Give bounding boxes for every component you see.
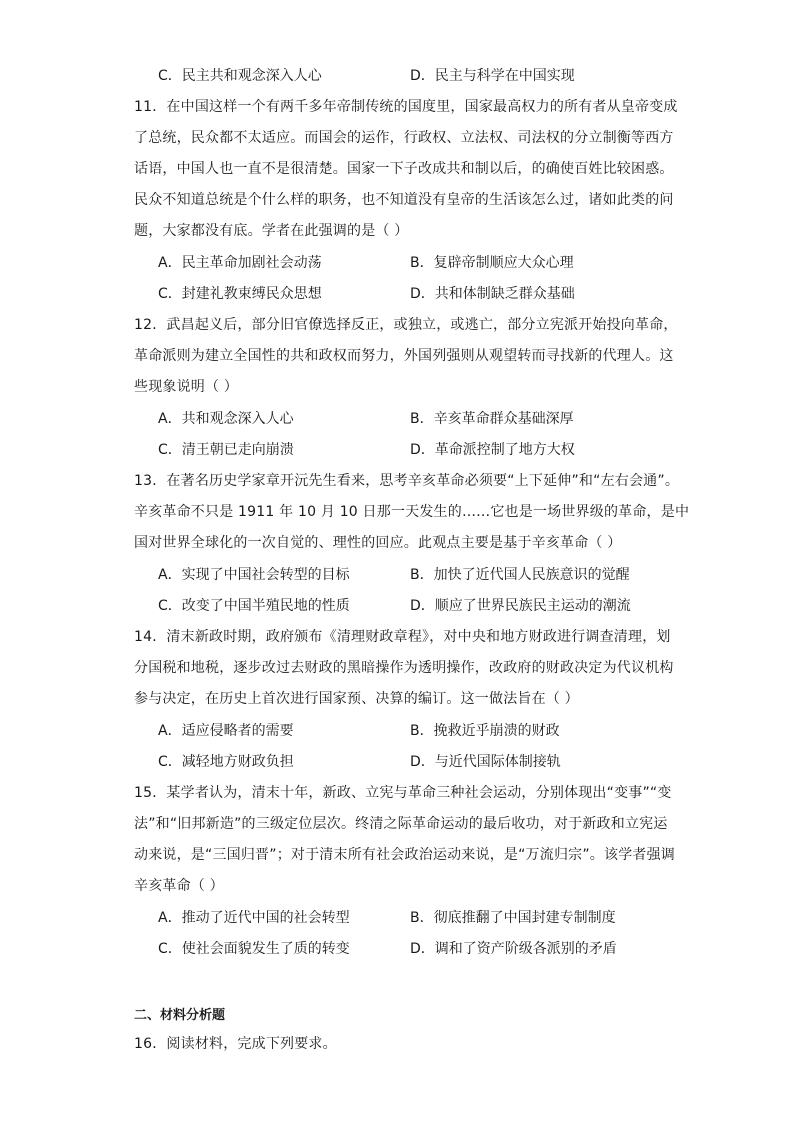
q15-option-a: A．推动了近代中国的社会转型: [158, 910, 350, 926]
q15-option-c: C．使社会面貌发生了质的转变: [158, 941, 350, 957]
question-11-line-3: 话语，中国人也一直不是很清楚。国家一下子改成共和制以后，的确使百姓比较困惑。: [134, 161, 674, 177]
question-11-line-2: 了总统，民众都不太适应。而国会的运作，行政权、立法权、司法权的分立制衡等西方: [134, 130, 674, 146]
option-d: D．民主与科学在中国实现: [410, 68, 575, 84]
q11-option-c: C．封建礼教束缚民众思想: [158, 286, 322, 302]
q14-option-c: C．减轻地方财政负担: [158, 754, 294, 770]
q15-option-d: D．调和了资产阶级各派别的矛盾: [410, 941, 617, 957]
q15-option-b: B．彻底推翻了中国封建专制制度: [410, 910, 616, 926]
q14-option-d: D．与近代国际体制接轨: [410, 754, 561, 770]
question-16-text: 16．阅读材料，完成下列要求。: [134, 1036, 337, 1052]
q13-option-c: C．改变了中国半殖民地的性质: [158, 598, 350, 614]
question-14-line-3: 参与决定，在历史上首次进行国家预、决算的编订。这一做法旨在（ ）: [134, 691, 579, 707]
question-11-line-5: 题，大家都没有底。学者在此强调的是（ ）: [134, 223, 409, 239]
question-15-line-3: 动来说，是“三国归晋”；对于清末所有社会政治运动来说，是“万流归宗”。该学者强调: [134, 847, 676, 863]
option-c: C．民主共和观念深入人心: [158, 68, 322, 84]
q13-option-d: D．顺应了世界民族民主运动的潮流: [410, 598, 631, 614]
question-13-line-2: 辛亥革命不只是 1911 年 10 月 10 日那一天发生的……它也是一场世界级的革命，是中: [134, 504, 690, 520]
q13-option-b: B．加快了近代国人民族意识的觉醒: [410, 567, 630, 583]
q14-option-a: A．适应侵略者的需要: [158, 723, 294, 739]
question-14-line-1: 14．清末新政时期，政府颁布《清理财政章程》，对中央和地方财政进行调查清理，划: [134, 629, 671, 645]
question-11-line-4: 民众不知道总统是个什么样的职务，也不知道没有皇帝的生活该怎么过，诸如此类的问: [134, 192, 674, 208]
question-15-line-2: 法”和“旧邦新造”的三级定位层次。终清之际革命运动的最后收功，对于新政和立宪运: [134, 816, 668, 832]
q12-option-a: A．共和观念深入人心: [158, 411, 294, 427]
q12-option-b: B．辛亥革命群众基础深厚: [410, 411, 574, 427]
question-12-line-1: 12．武昌起义后，部分旧官僚选择反正，或独立，或逃亡，部分立宪派开始投向革命，: [134, 317, 678, 333]
section-title: 二、材料分析题: [134, 1008, 226, 1023]
question-15-line-1: 15．某学者认为，清末十年，新政、立宪与革命三种社会运动，分别体现出“变事”“变: [134, 785, 672, 801]
question-11-line-1: 11．在中国这样一个有两千多年帝制传统的国度里，国家最高权力的所有者从皇帝变成: [134, 99, 678, 115]
q11-option-b: B．复辟帝制顺应大众心理: [410, 255, 574, 271]
question-13-line-1: 13．在著名历史学家章开沅先生看来，思考辛亥革命必须要“上下延伸”和“左右会通”。: [134, 473, 680, 489]
question-12-line-3: 些现象说明（ ）: [134, 379, 239, 395]
question-15-line-4: 辛亥革命（ ）: [134, 878, 224, 894]
q12-option-c: C．清王朝已走向崩溃: [158, 442, 294, 458]
q13-option-a: A．实现了中国社会转型的目标: [158, 567, 350, 583]
q11-option-a: A．民主革命加剧社会动荡: [158, 255, 322, 271]
question-13-line-3: 国对世界全球化的一次自觉的、理性的回应。此观点主要是基于辛亥革命（ ）: [134, 535, 622, 551]
q12-option-d: D．革命派控制了地方大权: [410, 442, 575, 458]
q11-option-d: D．共和体制缺乏群众基础: [410, 286, 575, 302]
question-14-line-2: 分国税和地税，逐步改过去财政的黑暗操作为透明操作，改政府的财政决定为代议机构: [134, 660, 674, 676]
q14-option-b: B．挽救近乎崩溃的财政: [410, 723, 560, 739]
question-12-line-2: 革命派则为建立全国性的共和政权而努力，外国列强则从观望转而寻找新的代理人。这: [134, 348, 674, 364]
